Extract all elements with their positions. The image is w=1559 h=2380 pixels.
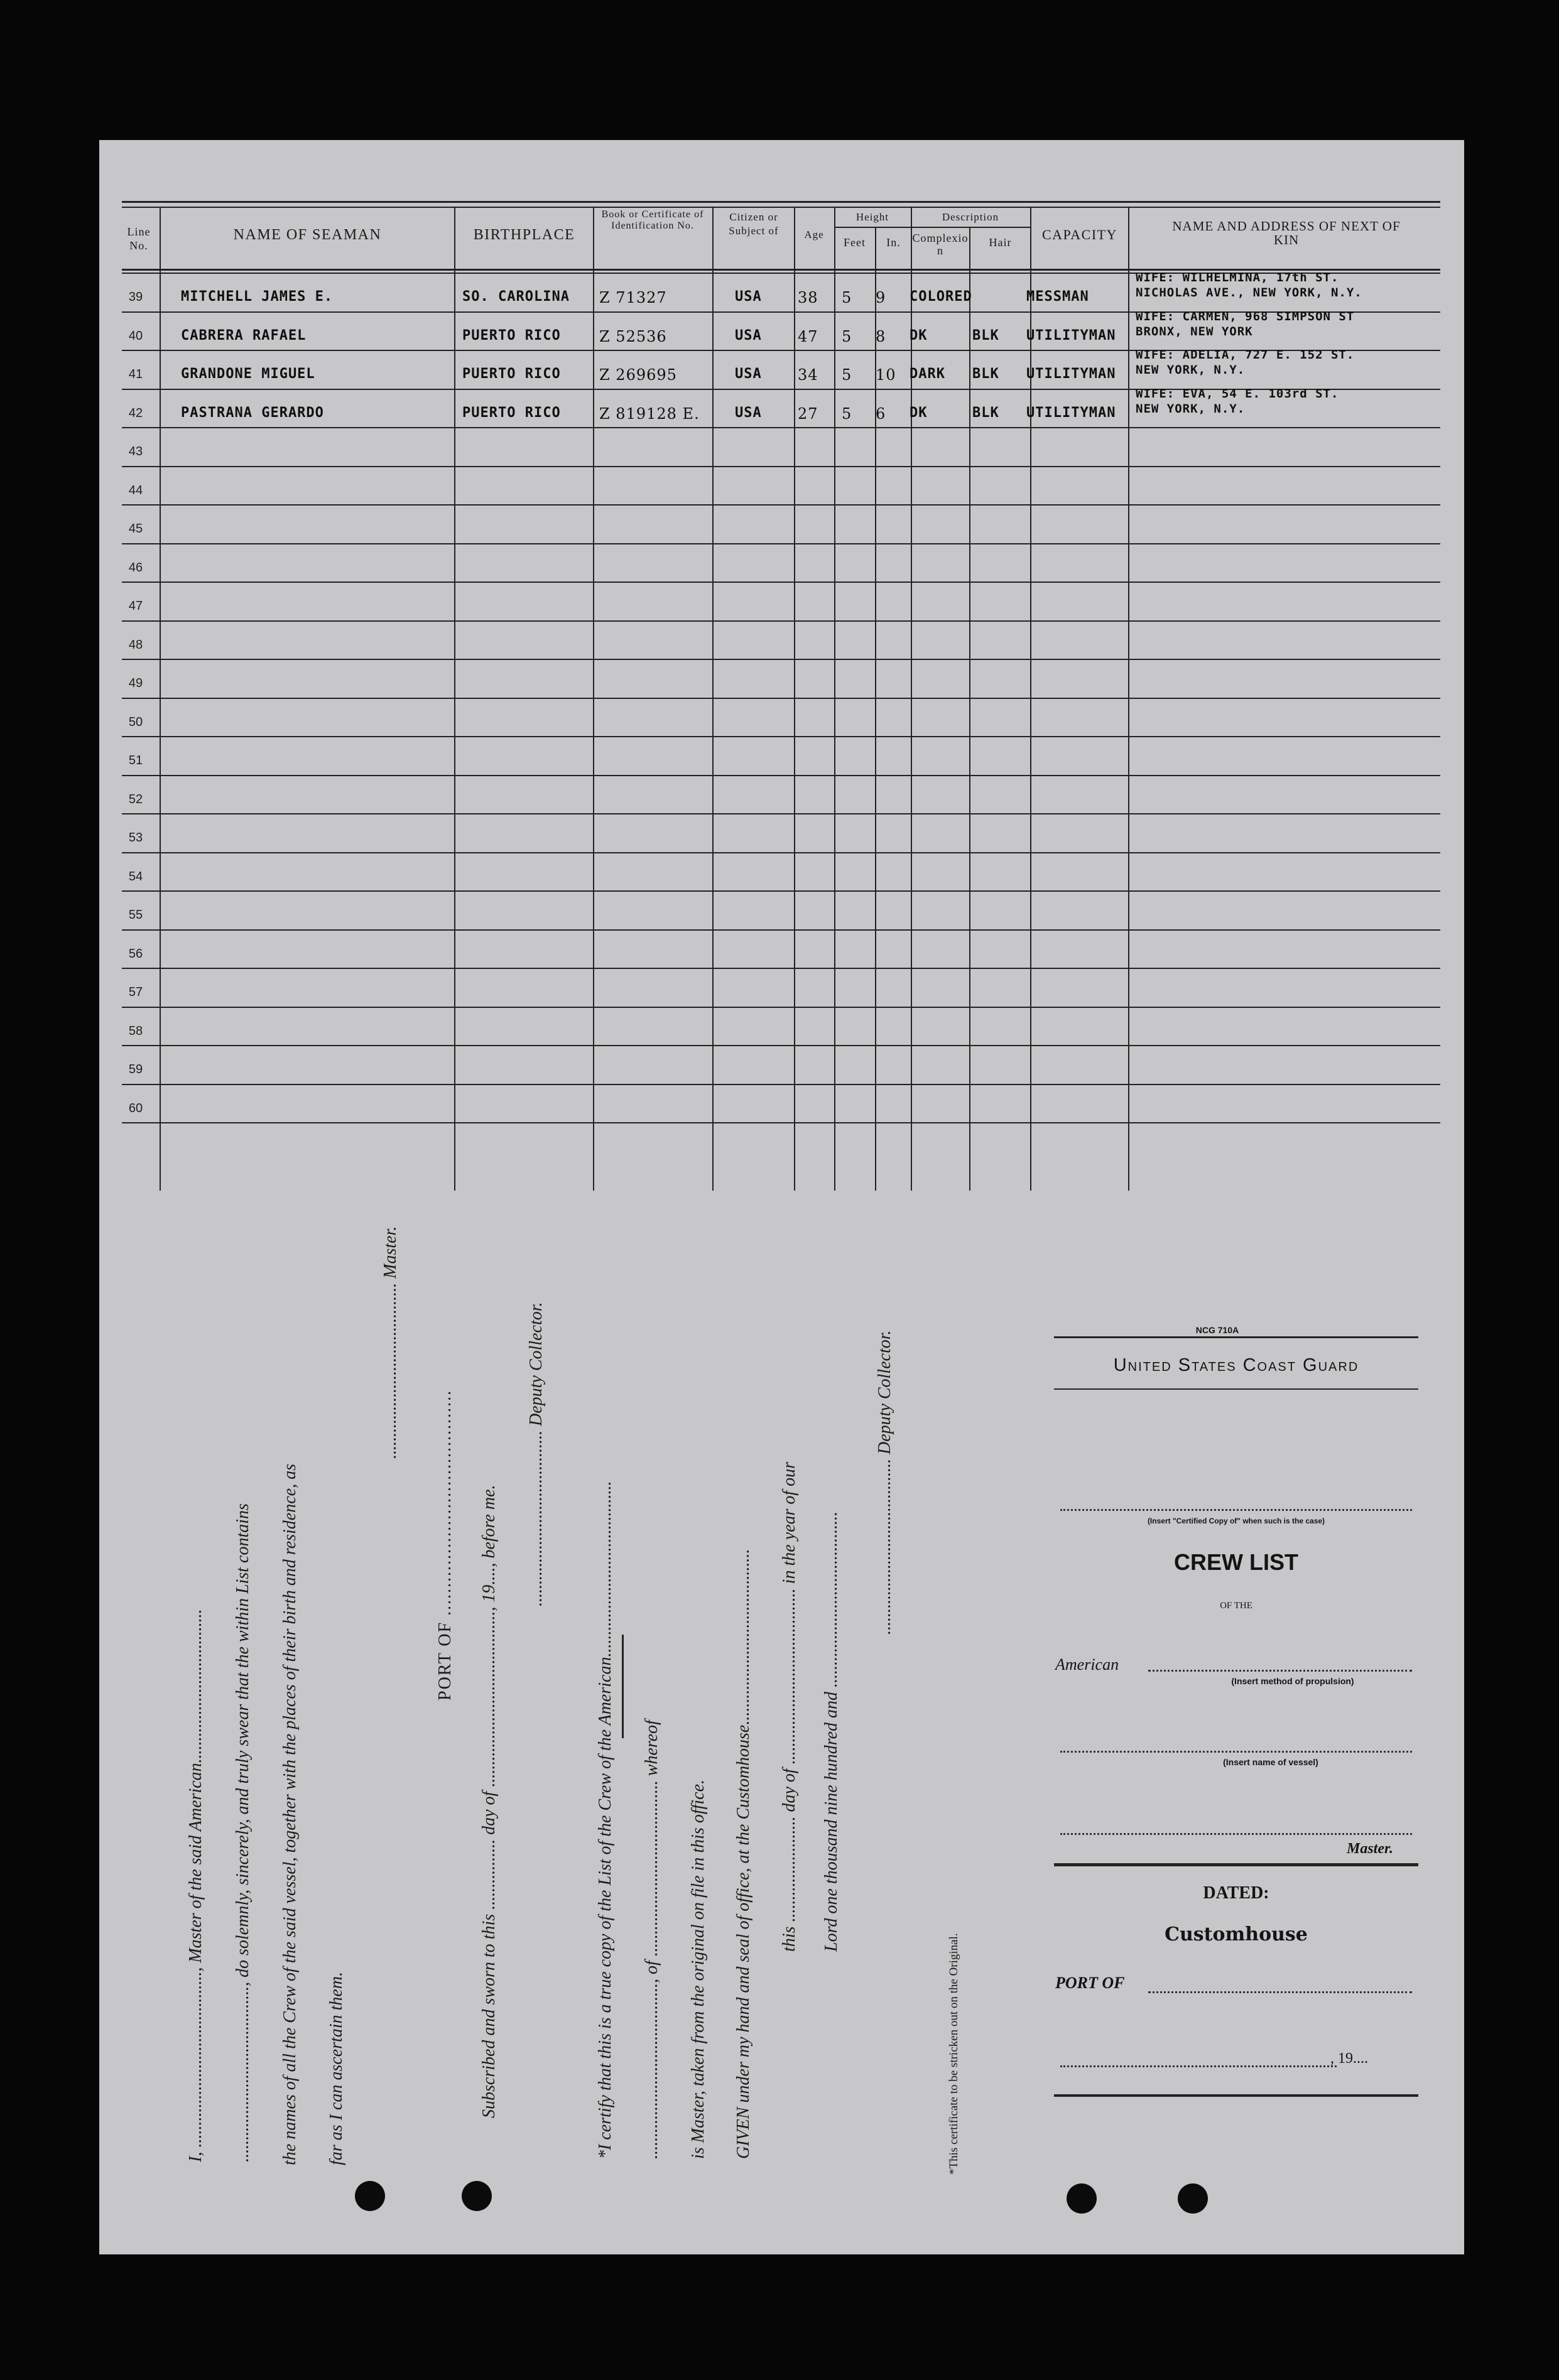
line-number: 43	[128, 445, 143, 458]
form-number: NCG 710A	[1195, 1325, 1239, 1335]
header-next-of-kin: NAME AND ADDRESS OF NEXT OF KIN	[1172, 219, 1401, 247]
line-number: 55	[128, 908, 143, 922]
port-line[interactable]	[1148, 1991, 1412, 1993]
port-of-label: PORT OF	[1055, 1974, 1125, 1992]
cell-next-of-kin: WIFE: ADELIA, 727 E. 152 ST.	[1136, 348, 1355, 362]
insert-certified-note: (Insert "Certified Copy of" when such is the case)	[1147, 1517, 1325, 1525]
customhouse-label: Customhouse	[1165, 1923, 1308, 1945]
cell-complexion: DK	[910, 404, 928, 421]
cell-inches: 6	[876, 404, 886, 423]
line-number: 44	[128, 483, 143, 497]
col-line	[160, 208, 161, 1191]
row-rule	[122, 1007, 1440, 1008]
certified-copy-line[interactable]	[1060, 1509, 1412, 1511]
header-height: Height	[856, 211, 889, 223]
row-rule	[122, 890, 1440, 892]
row-rule	[122, 698, 1440, 699]
punch-hole	[355, 2181, 385, 2211]
cell-hair: BLK	[972, 327, 999, 343]
row-rule	[122, 504, 1440, 506]
oath-port-of: PORT OF ........................................	[435, 1389, 455, 1701]
cell-inches: 10	[876, 366, 896, 384]
cell-citizen: USA	[735, 289, 762, 305]
punch-hole	[1178, 2183, 1208, 2214]
cell-name: MITCHELL JAMES E.	[181, 289, 334, 305]
footnote: *This certificate to be stricken out on the Original.	[947, 1933, 960, 2175]
cell-feet: 5	[842, 404, 852, 423]
line-number: 57	[128, 985, 143, 999]
crew-list-page	[99, 140, 1464, 2254]
cell-birthplace: PUERTO RICO	[462, 366, 561, 382]
header-inches: In.	[886, 236, 901, 249]
oath-line-1: I, ........................................, Master of the said American...................................	[186, 1609, 205, 2162]
year-label: , 19....	[1330, 2050, 1368, 2067]
cell-next-of-kin: WIFE: EVA, 54 E. 103rd ST.	[1136, 386, 1339, 401]
cell-next-of-kin: BRONX, NEW YORK	[1136, 324, 1253, 338]
cover-top-rule	[1054, 1336, 1418, 1338]
propulsion-line[interactable]	[1148, 1670, 1412, 1672]
line-number: 41	[128, 367, 143, 381]
row-rule	[122, 968, 1440, 969]
cell-next-of-kin: WIFE: CARMEN, 968 SIMPSON ST	[1136, 309, 1355, 323]
of-whereof-line: ........................................, of ........................................ whereof	[642, 1720, 661, 2159]
cell-book: Z 269695	[599, 366, 677, 384]
cell-hair: BLK	[972, 404, 999, 421]
col-line	[1030, 208, 1031, 1191]
cell-citizen: USA	[735, 366, 762, 382]
header-description: Description	[942, 211, 999, 223]
line-number: 42	[128, 406, 143, 420]
line-number: 45	[128, 522, 143, 536]
punch-hole	[1067, 2183, 1097, 2214]
cell-book: Z 52536	[599, 327, 667, 345]
row-rule	[122, 581, 1440, 583]
insert-method-note: (Insert method of propulsion)	[1231, 1676, 1354, 1686]
cell-capacity: UTILITYMAN	[1026, 404, 1116, 421]
cell-age: 47	[798, 327, 818, 345]
master-signature: ........................................ Master.	[381, 1226, 400, 1459]
header-birthplace: BIRTHPLACE	[473, 227, 575, 243]
cell-hair: BLK	[972, 366, 999, 382]
line-number: 46	[128, 560, 143, 575]
cell-name: PASTRANA GERARDO	[181, 404, 324, 421]
cell-book: Z 71327	[599, 289, 667, 306]
cell-feet: 5	[842, 327, 852, 345]
cell-complexion: COLORED	[910, 289, 972, 305]
cell-age: 27	[798, 404, 818, 423]
cell-birthplace: PUERTO RICO	[462, 327, 561, 343]
table-top-rule	[122, 201, 1440, 203]
row-rule	[122, 427, 1440, 428]
header-book: Book or Certificate of Identification No.	[601, 209, 704, 231]
line-number: 48	[128, 637, 143, 652]
deputy-collector-1: ........................................ Deputy Collector.	[526, 1302, 546, 1606]
height-subrule	[834, 227, 911, 228]
row-rule	[122, 1122, 1440, 1123]
row-rule	[122, 736, 1440, 737]
cover-rule-2	[1054, 1388, 1418, 1390]
oath-line-4: far as I can ascertain them.	[327, 1972, 346, 2165]
deputy-collector-2: ........................................ Deputy Collector.	[875, 1330, 894, 1635]
row-rule	[122, 929, 1440, 931]
line-number: 49	[128, 676, 143, 690]
header-hair: Hair	[989, 236, 1012, 249]
cell-next-of-kin: NICHOLAS AVE., NEW YORK, N.Y.	[1136, 286, 1362, 300]
header-feet: Feet	[844, 236, 866, 249]
cell-book: Z 819128 E.	[599, 404, 700, 423]
certify-line: *I certify that this is a true copy of the List of the Crew of the American........................................	[595, 1481, 615, 2159]
line-number: 59	[128, 1063, 143, 1076]
row-rule	[122, 813, 1440, 814]
cell-inches: 9	[876, 289, 886, 306]
header-name: NAME OF SEAMAN	[233, 227, 382, 243]
cell-age: 34	[798, 366, 818, 384]
divider-bar	[622, 1635, 624, 1738]
col-line	[834, 208, 835, 1191]
cell-inches: 8	[876, 327, 886, 345]
line-number: 56	[128, 946, 143, 961]
cell-birthplace: SO. CAROLINA	[462, 289, 570, 305]
line-number: 53	[128, 831, 143, 845]
col-line	[969, 228, 970, 1191]
cell-feet: 5	[842, 289, 852, 306]
header-complexion: Complexion	[912, 232, 969, 257]
row-rule	[122, 659, 1440, 660]
this-day-line: this ........................ day of ........................................ in the year of our	[780, 1461, 799, 1952]
header-line-no: Line No.	[127, 225, 151, 252]
oath-line-2: ........................................, do solemnly, sincerely, and truly swear that the within List contains	[233, 1503, 253, 2162]
col-line	[712, 208, 714, 1191]
col-line	[593, 208, 594, 1191]
cell-next-of-kin: WIFE: WILHELMINA, 17th ST.	[1136, 271, 1339, 284]
cell-feet: 5	[842, 366, 852, 384]
line-number: 51	[128, 754, 143, 767]
line-number: 52	[128, 792, 143, 806]
line-number: 39	[128, 290, 143, 304]
master-label: Master.	[1346, 1841, 1393, 1857]
cell-citizen: USA	[735, 404, 762, 421]
oath-line-3: the names of all the Crew of the said vessel, together with the places of their birth and residence, as	[280, 1464, 300, 2165]
master-name-line[interactable]	[1060, 1833, 1412, 1835]
header-citizen: Citizen or Subject of	[729, 211, 779, 237]
punch-hole	[462, 2181, 492, 2211]
vessel-name-line[interactable]	[1060, 1751, 1412, 1753]
col-line	[1128, 208, 1129, 1191]
line-number: 60	[128, 1101, 143, 1115]
header-capacity: CAPACITY	[1042, 227, 1117, 242]
row-rule	[122, 1084, 1440, 1085]
american-label: American	[1055, 1655, 1119, 1674]
cell-capacity: MESSMAN	[1026, 289, 1089, 305]
is-master-line: is Master, taken from the original on file in this office.	[688, 1779, 708, 2159]
line-number: 50	[128, 715, 143, 729]
cell-capacity: UTILITYMAN	[1026, 327, 1116, 343]
col-line	[794, 208, 795, 1191]
row-rule	[122, 466, 1440, 467]
line-number: 58	[128, 1024, 143, 1038]
cell-citizen: USA	[735, 327, 762, 343]
row-rule	[122, 852, 1440, 853]
of-the-label: OF THE	[1220, 1601, 1252, 1611]
description-subrule	[911, 227, 1030, 228]
given-line: GIVEN under my hand and seal of office, at the Customhouse........................................	[734, 1549, 753, 2159]
oath-subscribed: Subscribed and sworn to this ................ day of ........................................, 19...., before me.	[479, 1485, 499, 2118]
row-rule	[122, 543, 1440, 544]
cell-next-of-kin: NEW YORK, N.Y.	[1136, 401, 1246, 416]
date-line[interactable]	[1060, 2065, 1337, 2067]
cell-birthplace: PUERTO RICO	[462, 404, 561, 421]
table-top-rule-2	[122, 207, 1440, 208]
row-rule	[122, 620, 1440, 622]
cover-bottom-rule	[1054, 2094, 1418, 2097]
cell-complexion: DARK	[910, 366, 945, 382]
row-rule	[122, 1045, 1440, 1046]
cell-age: 38	[798, 289, 818, 306]
header-age: Age	[804, 229, 824, 241]
crew-list-title: CREW LIST	[1174, 1549, 1298, 1575]
col-line	[911, 208, 912, 1191]
line-number: 54	[128, 869, 143, 884]
cell-next-of-kin: NEW YORK, N.Y.	[1136, 363, 1246, 377]
insert-name-note: (Insert name of vessel)	[1223, 1757, 1318, 1767]
line-number: 40	[128, 328, 143, 343]
col-line	[454, 208, 455, 1191]
row-rule	[122, 775, 1440, 776]
lord-line: Lord one thousand nine hundred and ........................................	[822, 1511, 841, 1952]
cell-complexion: DK	[910, 327, 928, 343]
dated-label: DATED:	[1203, 1883, 1269, 1903]
cell-capacity: UTILITYMAN	[1026, 366, 1116, 382]
agency-name: United States Coast Guard	[1113, 1355, 1359, 1375]
cell-name: GRANDONE MIGUEL	[181, 366, 315, 382]
cover-thick-rule	[1054, 1863, 1418, 1866]
cell-name: CABRERA RAFAEL	[181, 327, 307, 343]
line-number: 47	[128, 599, 143, 613]
